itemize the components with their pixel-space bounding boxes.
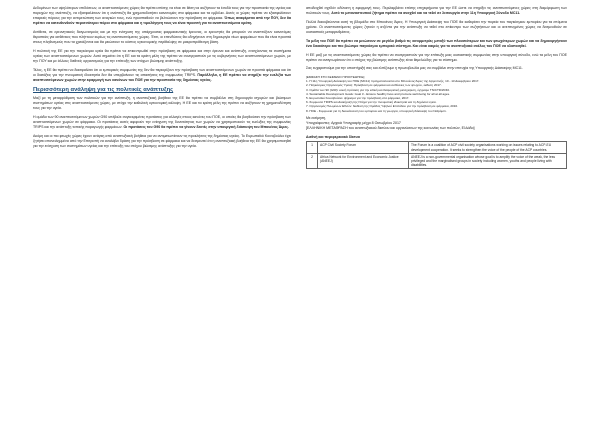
- reference-item: 6. Συμφωνία TRIPS και Διακήρυξη της Ντόχα για την πνευματική ιδιοκτησία και τη δημόσια υγεία.: [306, 100, 437, 105]
- references: [306, 75, 567, 113]
- reference-item: 5. Ευρωπαϊκό Κοινοβούλιο: ψήφισμα για την πρόσβαση στα φάρμακα, 2017.: [306, 96, 410, 101]
- paragraph-emphasis: Παράλληλα, η ΕΕ πρέπει να στηρίξει την ευελιξία των αναπτυσσόμενων χωρών στην εφαρμογή των κανόνων του ΠΟΕ για την προστασία της δημόσιας υγείας.: [33, 73, 291, 83]
- reference-item: 7. Οργανισμός Ηνωμένων Εθνών: Έκθεση της Ομάδας Υψηλού Επιπέδου για την πρόσβαση σε φάρμακα, 2016.: [306, 104, 458, 109]
- row-number: 1: [307, 142, 318, 153]
- paragraph-emphasis: Οι προτάσεις του G90 θα πρέπει να γίνουν δεκτές στην υπουργική διάσκεψη του Μπουένος Άιρες.: [123, 125, 289, 130]
- salutation: Με εκτίμηση,: [306, 115, 327, 120]
- organisation-description: The Forum is a coalition of ACP civil society organisations working on issues relating to ACP-EU development cooperation. It seeks to strengthen the voice of the people of the ACP countries.: [409, 142, 567, 153]
- paragraph: [33, 6, 291, 27]
- paragraph: Η πολιτική της ΕΕ για την παγκόσμια υγεία θα πρέπει να επικεντρωθεί στην πρόσβαση σε φάρμακα και στην έρευνα και ανάπτυξη, ενισχύοντας τα συστήματα υγείας των αναπτυσσόμενων χωρών. Αυτό σημαίνει ότι η ΕΕ και τα κράτη μέλη της πρέπει να συνεργαστούν με τις κυβερνήσεις των αναπτυσσόμενων χωρών, με την ΠΟΥ και με άλλους διεθνείς οργανισμούς για την επίτευξη των στόχων βιώσιμης ανάπτυξης.: [33, 49, 291, 64]
- paragraph-text: Η ομάδα των 90 αναπτυσσόμενων χωρών G90 υπέβαλε συγκεκριμένες προτάσεις για αλλαγές στους κανόνες του ΠΟΕ, οι οποίες θα βοηθούσαν την πρόσβαση των αναπτυσσόμενων χωρών σε φάρμακα. Οι προτάσεις αυτές αφορούν την ενίσχυση της δυνατότητας των χωρών να χρησιμοποιούν τις ευελιξίες της συμφωνίας TRIPS και την ανάπτυξη τοπικής παραγωγής φαρμάκων.: [33, 115, 291, 130]
- paragraph: Η ΕΕ μαζί με τις αναπτυσσόμενες χώρες θα πρέπει να συνεργαστούν για την επίτευξη μιας ουσιαστικής συμφωνίας στην υπουργική σύνοδο, ενώ τα μέλη του ΠΟΕ πρέπει να αναγνωρίσουν ότι ο στόχος της βιώσιμης ανάπτυξης είναι θεμελιώδης για το σύστημα.: [306, 52, 567, 62]
- paragraph: Ακόμη και οι πιο φτωχές χώρες έχουν ανάγκη από αναπτυξιακή βοήθεια για να αντιμετωπίσουν τις προκλήσεις της δημόσιας υγείας. Το Ευρωπαϊκό Κοινοβούλιο έχει ζητήσει επανειλημμένα από την Επιτροπή να αναλάβει δράση για την πρόσβαση σε φάρμακα και να δεσμευτεί ότι η αναπτυξιακή βοήθεια της ΕΕ θα χρησιμοποιηθεί για την ενίσχυση των συστημάτων υγείας και την επίτευξη του στόχου βιώσιμης ανάπτυξης για την υγεία.: [33, 133, 291, 149]
- organisation-name: ACP Civil Society Forum: [318, 142, 409, 153]
- paragraph-text: Τέλος, η ΕΕ θα πρέπει να διασφαλίσει ότι οι εμπορικές συμφωνίες της δεν θα περιορίζουν την πρόσβαση των αναπτυσσόμενων χωρών σε προσιτά φάρμακα και ότι οι διατάξεις για την πνευματική ιδιοκτησία δεν θα υπερβαίνουν τις απαιτήσεις της συμφωνίας TRIPS.: [33, 68, 291, 78]
- partners-table: [306, 141, 567, 169]
- table-title: Διεθνή και περιφερειακά δίκτυα: [306, 135, 360, 140]
- reference-item: 1. Η 11η Υπουργική Διάσκεψη του ΠΟΕ (MC11) πραγματοποιείται στο Μπουένος Άιρες της Αργεντινής, 10 - 13 Δεκεμβρίου 2017.: [306, 79, 480, 84]
- paragraph-emphasis: Τα μέλη του ΠΟΕ θα πρέπει να μειώσουν σε μεγάλο βαθμό τις ασυμμετρίες μεταξύ των πλουσιότερων και των φτωχότερων χωρών και να δημιουργήσουν ένα δικαιότερο και πιο βιώσιμο παγκόσμιο εμπορικό σύστημα. Και είναι καιρός για το αναπτυξιακό σκέλος του ΠΟΕ να υλοποιηθεί.: [306, 38, 567, 48]
- organisation-description: ANEEJ is a non-governmental organisation whose goal is to amplify the voice of the weak, the less privileged and the marginalised groups in society including women, youths and people living with disabilities.: [409, 153, 567, 169]
- reference-item: 4. Sustainable Development Goals: Goal 3 - Ensure healthy lives and promote well-being for all at all ages.: [306, 91, 450, 96]
- paragraph: Πολλά διακυβεύονται αυτή τη βδομάδα στο Μπουένος Άιρες. Η Υπουργική Διάσκεψη του ΠΟΕ θα καθορίσει την πορεία του παγκόσμιου εμπορίου για τα επόμενα χρόνια. Οι αναπτυσσόμενες χώρες ζητούν η ατζέντα για την ανάπτυξη να τεθεί στο επίκεντρο των συζητήσεων και οι ανεπτυγμένες χώρες να δεσμευθούν σε ουσιαστικές μεταρρυθμίσεις.: [306, 19, 567, 35]
- reference-item: 8. ΠΟΕ - Συμφωνία για τη διευκόλυνση του εμπορίου και τη γεωργία, υπουργική διάσκεψη του Ναϊρόμπι.: [306, 108, 447, 113]
- reference-item: 2. Παγκόσμιος Οργανισμός Υγείας: Πρόσβαση σε φάρμακα και ασθένειες των φτωχών, έκθεση 2017.: [306, 83, 442, 88]
- paragraph: [306, 6, 567, 16]
- table-row: [307, 153, 567, 169]
- paragraph: Σας ευχαριστούμε για την υποστήριξή σας και ελπίζουμε η πρωτοβουλία μας να συμβάλει στην επιτυχία της Υπουργικής Διάσκεψης MC11.: [306, 66, 523, 71]
- organisation-name: Africa Network for Environment and Economic Justice (ANEEJ): [318, 153, 409, 169]
- paragraph-text: αποδειχθεί σχεδόν αδύνατη η εφαρμογή τους. Περιλαμβάνει επίσης επιχειρήματα για την ΕΕ ώστε να στηρίξει τις αναπτυσσόμενες χώρες στη διαμόρφωση των πολιτικών τους.: [306, 6, 567, 16]
- left-column: [33, 6, 291, 153]
- paragraph-emphasis: Όπως αναφέρεται από την ΠΟΥ, δεν θα πρέπει να κατευθυνθούν περισσότεροι πόροι στα φάρμακα και η τιμολόγηση τους να είναι προσιτή για τα αναπτυσσόμενα κράτη.: [33, 16, 291, 26]
- paragraph: [33, 115, 291, 130]
- reference-item: 3. Ομάδα των 90 (G90): κοινή πρόταση για την ειδική και διαφορετική μεταχείριση, έγγραφο TN/CTD/W/40.: [306, 87, 450, 92]
- table-row: [307, 142, 567, 153]
- row-number: 2: [307, 153, 318, 169]
- paragraph-emphasis: Αυτό το μεταναστευτικό ζήτημα πρέπει να αναχθεί και να τεθεί σε λειτουργία στην 11η Υπουργική Σύνοδο MC11.: [331, 11, 521, 16]
- section-heading: Περισσότερη ανάληψη για τις πολιτικές ανάπτυξης: [33, 87, 174, 94]
- paragraph: Αντίθετα, σε ερευνητικούς διαγωνισμούς και με την ενίσχυση της υπάρχουσας φαρμακευτικής έρευνας, οι ερευνητές θα μπορούν να αναπτύξουν καινοτόμες θεραπείες για ασθένειες που πλήττουν κυρίως τις αναπτυσσόμενες χώρες. Έτσι, οι επενδύσεις θα οδηγήσουν στη δημιουργία νέων φαρμάκων που θα είναι προσιτά στους πληθυσμούς που τα χρειάζονται και θα μειώσουν το κόστος υγειονομικής περίθαλψης σε μακροπρόθεσμη βάση.: [33, 30, 291, 45]
- right-column: [306, 6, 567, 169]
- signature-line: Υπογράφοντες: Αρχικά Υπογραφής μέχρι 8 Οκτωβρίου 2017: [306, 121, 401, 126]
- references-heading: [ΕΜΦΑΣΗ ΣΤΟ ΚΕΙΜΕΝΟ ΠΡΟΣΤΕΘΗΚΕ]: [306, 75, 365, 80]
- paragraph-text: Δεδομένων των υψηλότερων επιδόσεων, οι αναπτυσσόμενες χώρες θα πρέπει επίσης να είναι σε θέση να αυξήσουν τα έσοδά τους για την προστασία της υγείας και παροχών της ανάπτυξη, να εξασφαλίσουν ότι η ανάπτυξη θα χρηματοδοτήσει καινοτομίες στα φάρμακα και τα εμβόλια. Αυτές οι χώρες πρέπει να εξασφαλίσουν επαρκείς πόρους για την αντιμετώπιση των αναγκών τους, ενώ προσπαθούν να βελτιώσουν την πρόσβαση σε φάρμακα.: [33, 6, 291, 21]
- paragraph: Μαζί με τη μεταρρύθμιση των πολιτικών για την ανάπτυξη, η αναπτυξιακή βοήθεια της ΕΕ θα πρέπει να συμβάλλει στη δημιουργία ισχυρών και βιώσιμων συστημάτων υγείας στις αναπτυσσόμενες χώρες, με στόχο την καθολική υγειονομική κάλυψη. Η ΕΕ και τα κράτη μέλη της πρέπει να αυξήσουν τη χρηματοδότηση τους για την υγεία.: [33, 96, 291, 111]
- translation-note: [ΕΛΛΗΝΙΚΗ ΜΕΤΑΦΡΑΣΗ του αναπτυξιακού δικτύου και οργανώσεων της κοινωνίας των πολιτών, Ελλάδα]: [306, 126, 475, 131]
- paragraph: [33, 68, 291, 83]
